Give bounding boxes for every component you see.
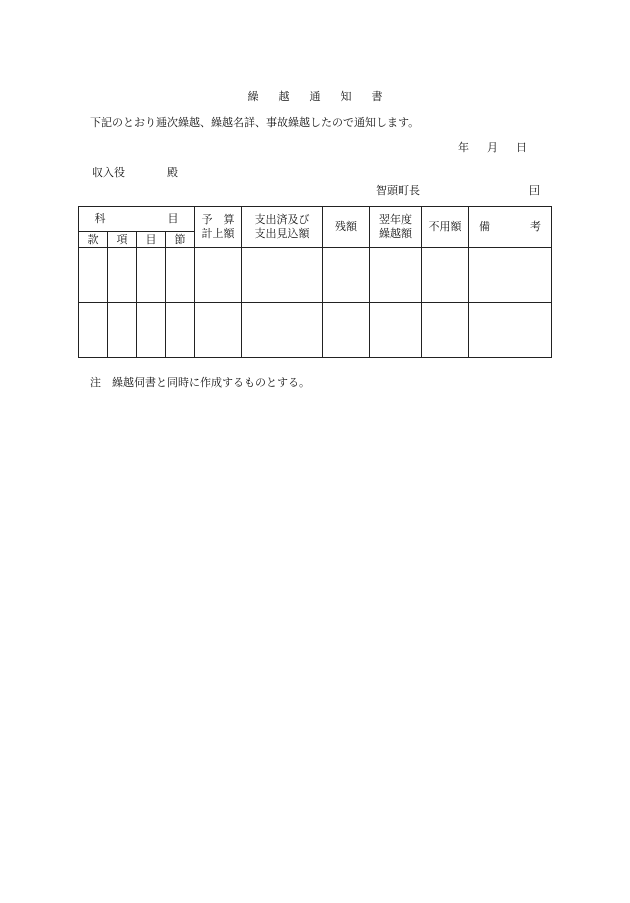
table-cell[interactable] <box>195 303 242 358</box>
title-char: 知 <box>340 90 352 103</box>
table-cell[interactable] <box>469 303 552 358</box>
document-title <box>0 88 630 104</box>
remarks-header-left: 備 <box>479 220 490 233</box>
footnote: 注 繰越伺書と同時に作成するものとする。 <box>90 376 310 389</box>
date-month: 月 <box>487 141 498 154</box>
budget-header <box>195 207 242 248</box>
subject-header-right: 目 <box>167 212 179 225</box>
table-cell[interactable] <box>79 303 108 358</box>
remarks-header <box>469 207 552 248</box>
budget-header-line1: 予 算 <box>201 213 235 226</box>
budget-header-line2: 計上額 <box>201 227 235 240</box>
table-cell[interactable] <box>370 303 422 358</box>
title-char: 書 <box>371 90 383 103</box>
seal-mark: 囙 <box>529 184 540 197</box>
carryover-table <box>78 206 552 358</box>
table-cell[interactable] <box>137 248 166 303</box>
table-cell[interactable] <box>79 248 108 303</box>
title-char: 越 <box>278 90 290 103</box>
table-cell[interactable] <box>323 248 370 303</box>
table-cell[interactable] <box>422 303 469 358</box>
addressee-honorific: 殿 <box>167 166 178 179</box>
title-char: 通 <box>309 90 321 103</box>
table-cell[interactable] <box>323 303 370 358</box>
subheader-moku: 目 <box>137 232 166 248</box>
subject-header-left: 科 <box>94 212 106 225</box>
table-cell[interactable] <box>166 248 195 303</box>
table-cell[interactable] <box>469 248 552 303</box>
addressee-role: 収入役 <box>92 166 125 179</box>
table-cell[interactable] <box>137 303 166 358</box>
carryover-header <box>370 207 422 248</box>
date-year: 年 <box>458 141 469 154</box>
date-day: 日 <box>516 141 527 154</box>
table-cell[interactable] <box>108 248 137 303</box>
carryover-header-line1: 翌年度 <box>379 213 412 226</box>
paid-header <box>242 207 323 248</box>
table-cell[interactable] <box>166 303 195 358</box>
subheader-kan: 款 <box>79 232 108 248</box>
subheader-setsu: 節 <box>166 232 195 248</box>
date-line <box>458 139 527 155</box>
paid-header-line1: 支出済及び <box>254 213 310 226</box>
table-row <box>79 248 552 303</box>
unused-header: 不用額 <box>422 207 469 248</box>
title-char: 繰 <box>247 90 259 103</box>
table-cell[interactable] <box>422 248 469 303</box>
carryover-header-line2: 繰越額 <box>379 227 412 240</box>
subheader-kou: 項 <box>108 232 137 248</box>
table-row <box>79 303 552 358</box>
intro-text: 下記のとおり逓次繰越、繰越名詳、事故繰越したので通知します。 <box>90 116 420 129</box>
issuer-name: 智頭町長 <box>376 184 420 197</box>
addressee <box>92 164 178 180</box>
subject-header <box>79 207 195 232</box>
remaining-header: 残額 <box>323 207 370 248</box>
remarks-header-right: 考 <box>530 220 541 233</box>
table-cell[interactable] <box>370 248 422 303</box>
table-cell[interactable] <box>242 248 323 303</box>
table-cell[interactable] <box>195 248 242 303</box>
paid-header-line2: 支出見込額 <box>254 227 310 240</box>
table-cell[interactable] <box>108 303 137 358</box>
table-cell[interactable] <box>242 303 323 358</box>
